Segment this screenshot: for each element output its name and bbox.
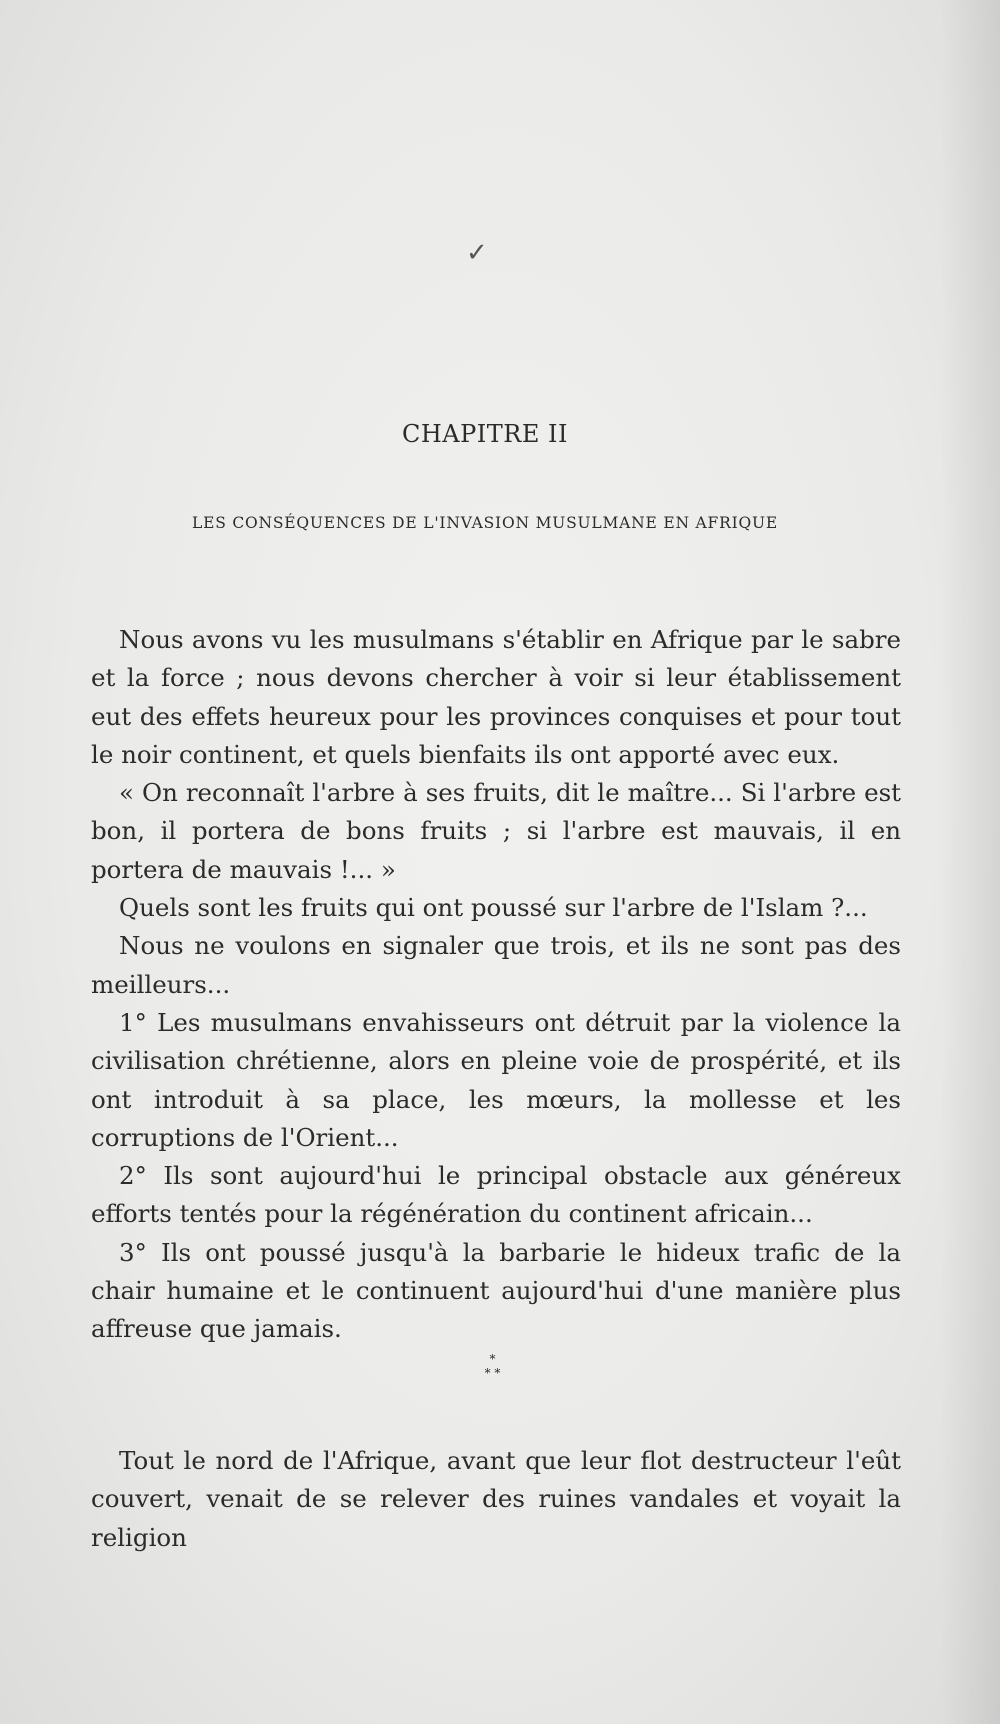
body-text	[91, 621, 901, 1349]
chapter-title: CHAPITRE II	[402, 420, 568, 448]
paragraph: Tout le nord de l'Afrique, avant que leur flot destructeur l'eût couvert, venait de se relever des ruines vandales et voyait la religion	[91, 1446, 901, 1552]
chapter-subtitle: LES CONSÉQUENCES DE L'INVASION MUSULMANE EN AFRIQUE	[192, 514, 778, 532]
paragraph: 2° Ils sont aujourd'hui le principal obstacle aux généreux efforts tentés pour la régénération du continent africain...	[91, 1161, 901, 1229]
paragraph: « On reconnaît l'arbre à ses fruits, dit le maître... Si l'arbre est bon, il portera de bons fruits ; si l'arbre est mauvais, il en portera de mauvais !... »	[91, 778, 901, 884]
paragraph: Nous ne voulons en signaler que trois, et ils ne sont pas des meilleurs...	[91, 931, 901, 999]
separator-top: *	[489, 1352, 496, 1366]
page-edge-shadow	[940, 0, 1000, 1724]
paragraph: Nous avons vu les musulmans s'établir en Afrique par le sabre et la force ; nous devons chercher à voir si leur établissement eut des effets heureux pour les provinces conquises et pour tout le noir continent, et quels bienfaits ils ont apporté avec eux.	[91, 625, 901, 769]
section-separator	[0, 1352, 985, 1380]
paragraph: Quels sont les fruits qui ont poussé sur l'arbre de l'Islam ?...	[119, 893, 868, 923]
body-text-continued	[91, 1442, 901, 1557]
paragraph: 1° Les musulmans envahisseurs ont détruit par la violence la civilisation chrétienne, alors en pleine voie de prospérité, et ils ont introduit à sa place, les mœurs, la mollesse et les corruptions de l'Orient...	[91, 1007, 901, 1152]
ink-mark: ✓	[466, 238, 488, 268]
separator-bottom: * *	[484, 1366, 501, 1380]
paragraph: 3° Ils ont poussé jusqu'à la barbarie le hideux trafic de la chair humaine et le continuent aujourd'hui d'une manière plus affreuse que jamais.	[91, 1237, 901, 1344]
